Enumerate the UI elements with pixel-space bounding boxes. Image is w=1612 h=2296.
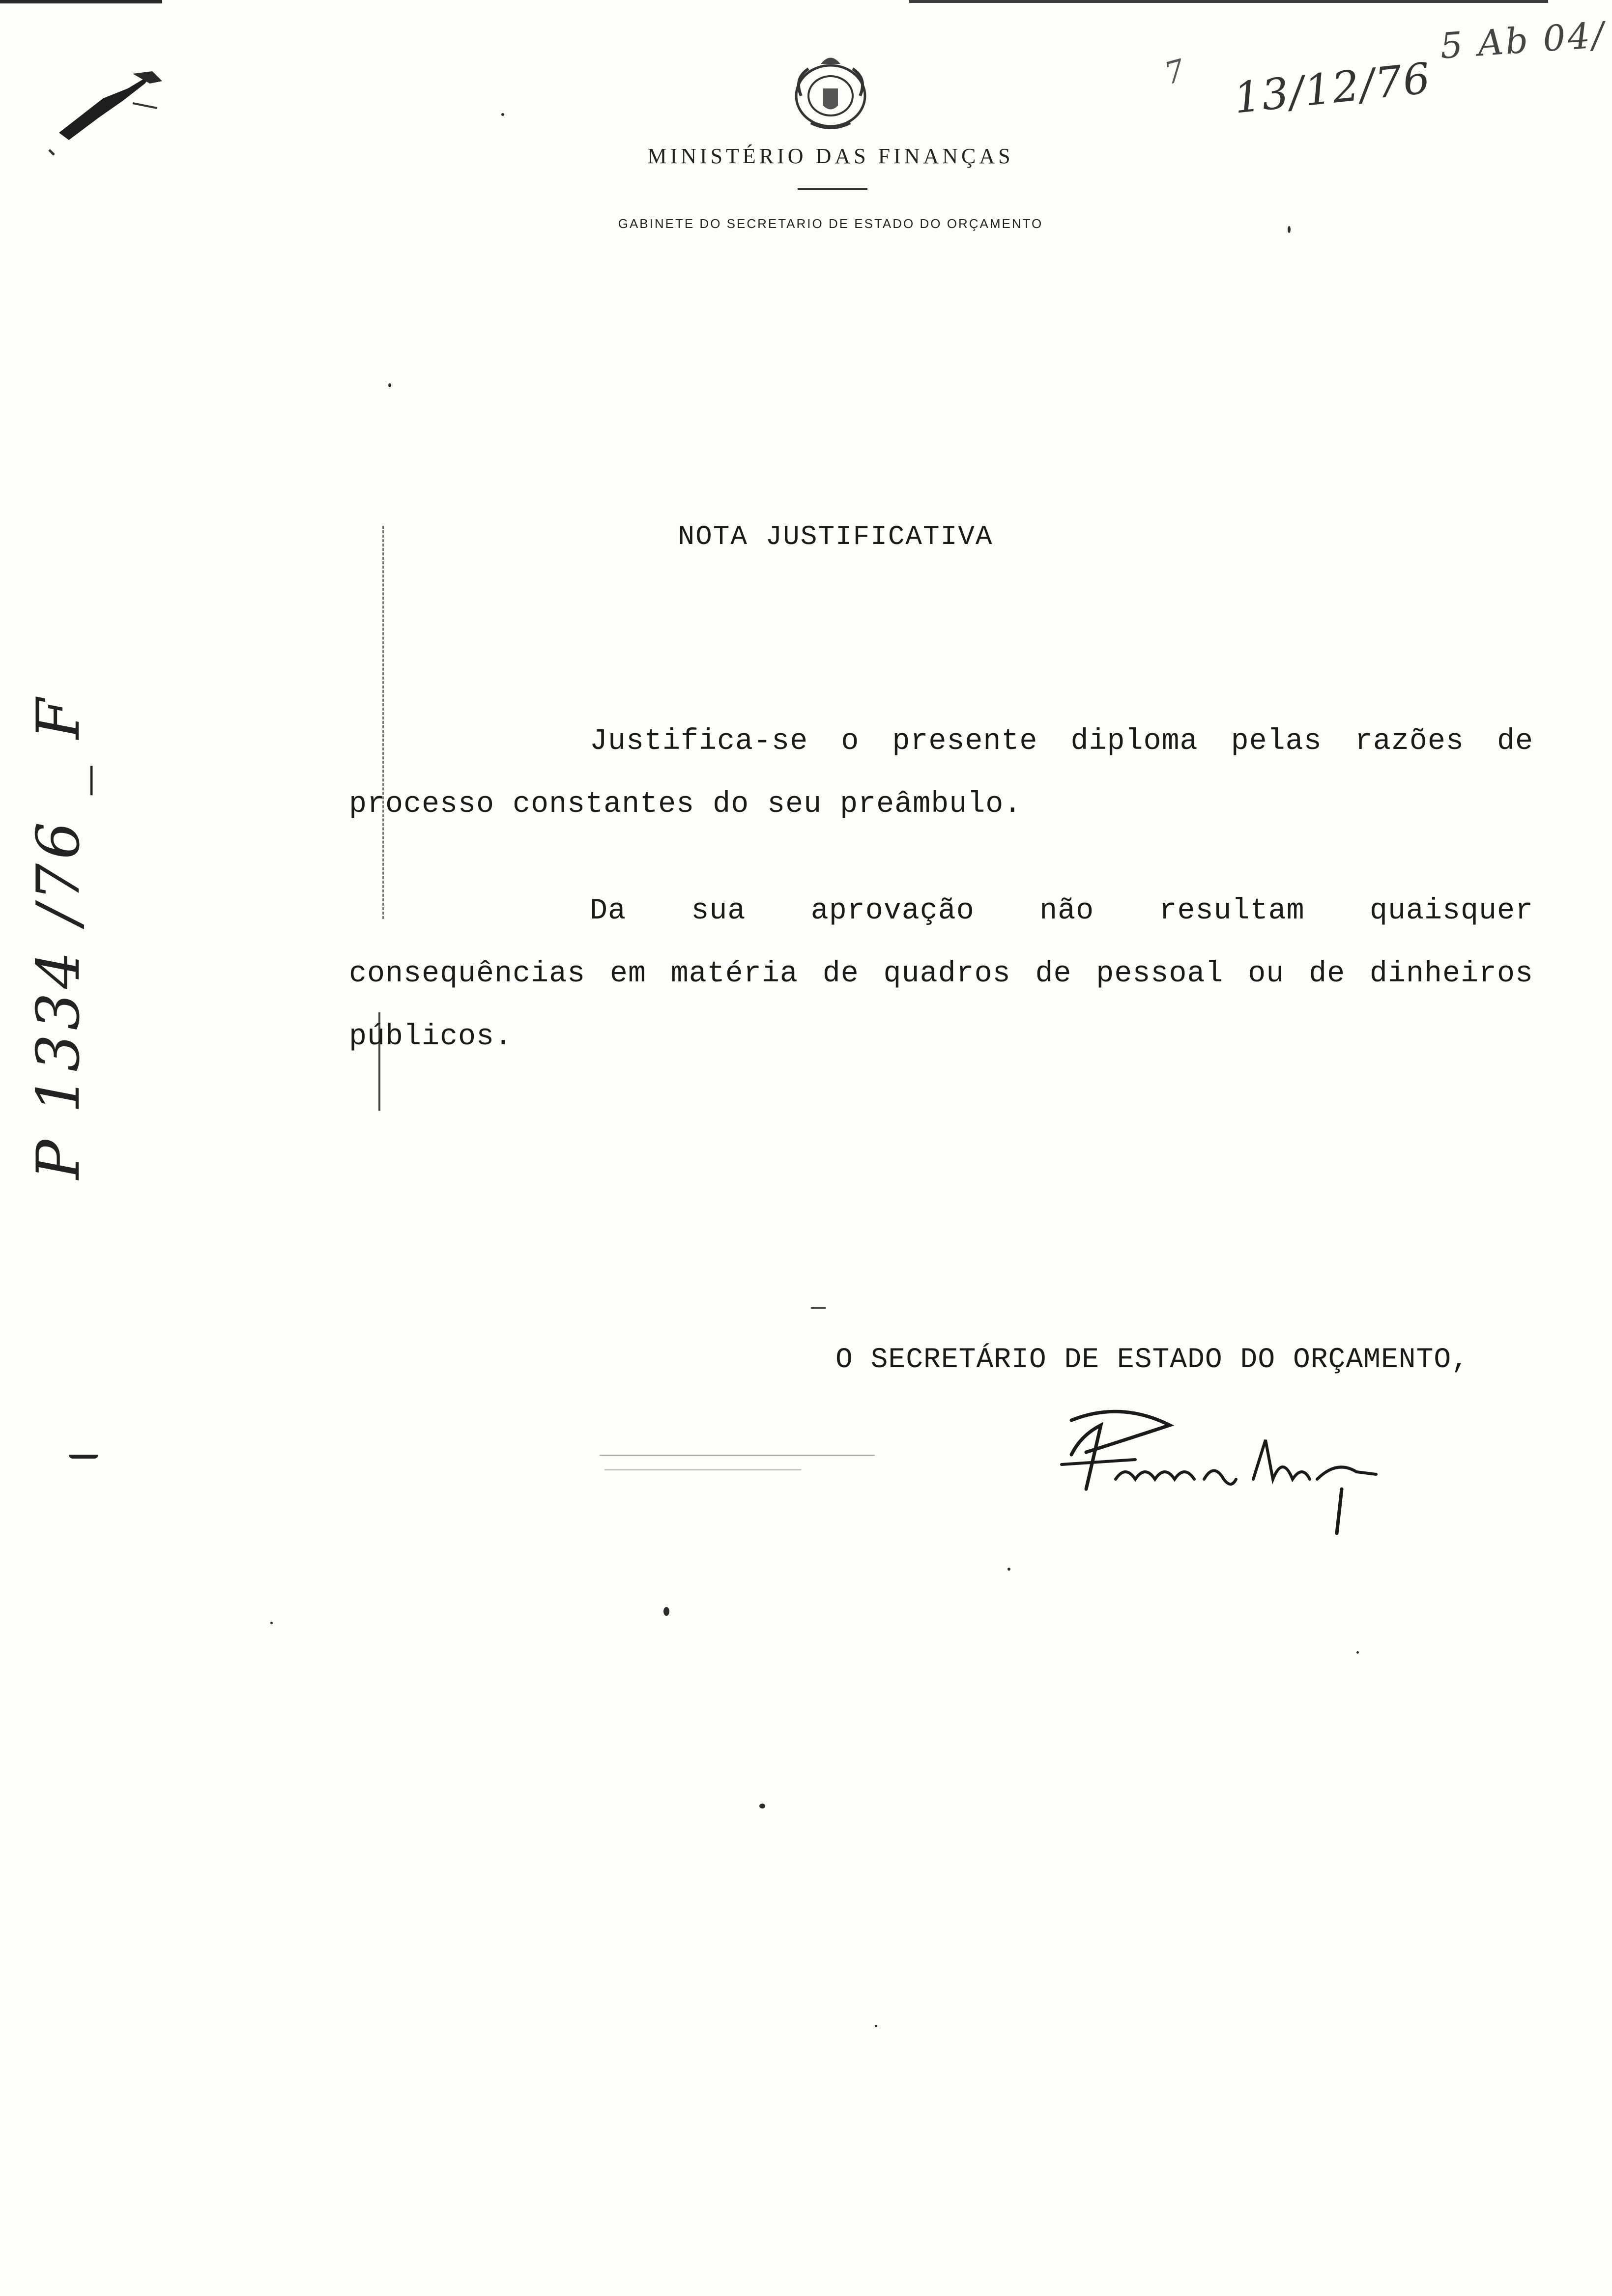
paragraph: Justifica-se o presente diploma pelas razões de processo constantes do seu preâmbulo.	[349, 725, 1533, 821]
speck	[604, 1469, 801, 1470]
speck	[811, 1307, 826, 1309]
signature	[1042, 1406, 1396, 1553]
speck	[875, 2025, 877, 2027]
stamp-mark	[39, 54, 167, 162]
speck	[1356, 1651, 1359, 1654]
margin-annotation: P 1334 /76 _ F	[25, 694, 93, 1179]
letterhead-rule	[798, 188, 867, 190]
speck	[1008, 1568, 1010, 1571]
handwritten-reference: 5 Ab 04/	[1439, 14, 1608, 67]
document-title: NOTA JUSTIFICATIVA	[678, 521, 993, 552]
speck	[69, 1455, 98, 1459]
scan-edge	[909, 0, 1548, 3]
ministry-name: MINISTÉRIO DAS FINANÇAS	[647, 144, 1014, 168]
speck	[600, 1455, 875, 1456]
scan-edge	[0, 0, 162, 3]
handwritten-mark: 7	[1160, 52, 1189, 92]
handwritten-date: 13/12/76	[1231, 54, 1434, 123]
speck	[270, 1622, 273, 1624]
speck	[388, 383, 391, 387]
speck	[759, 1804, 765, 1808]
signatory-title: O SECRETÁRIO DE ESTADO DO ORÇAMENTO,	[835, 1344, 1469, 1376]
speck	[501, 113, 504, 116]
coat-of-arms-icon	[786, 49, 875, 133]
speck	[1288, 226, 1291, 233]
speck	[663, 1607, 669, 1616]
cabinet-name: GABINETE DO SECRETARIO DE ESTADO DO ORÇAMENTO	[618, 216, 1043, 231]
paragraph: Da sua aprovação não resultam quaisquer consequências em matéria de quadros de pessoal ou de dinheiros públicos.	[349, 894, 1533, 1054]
